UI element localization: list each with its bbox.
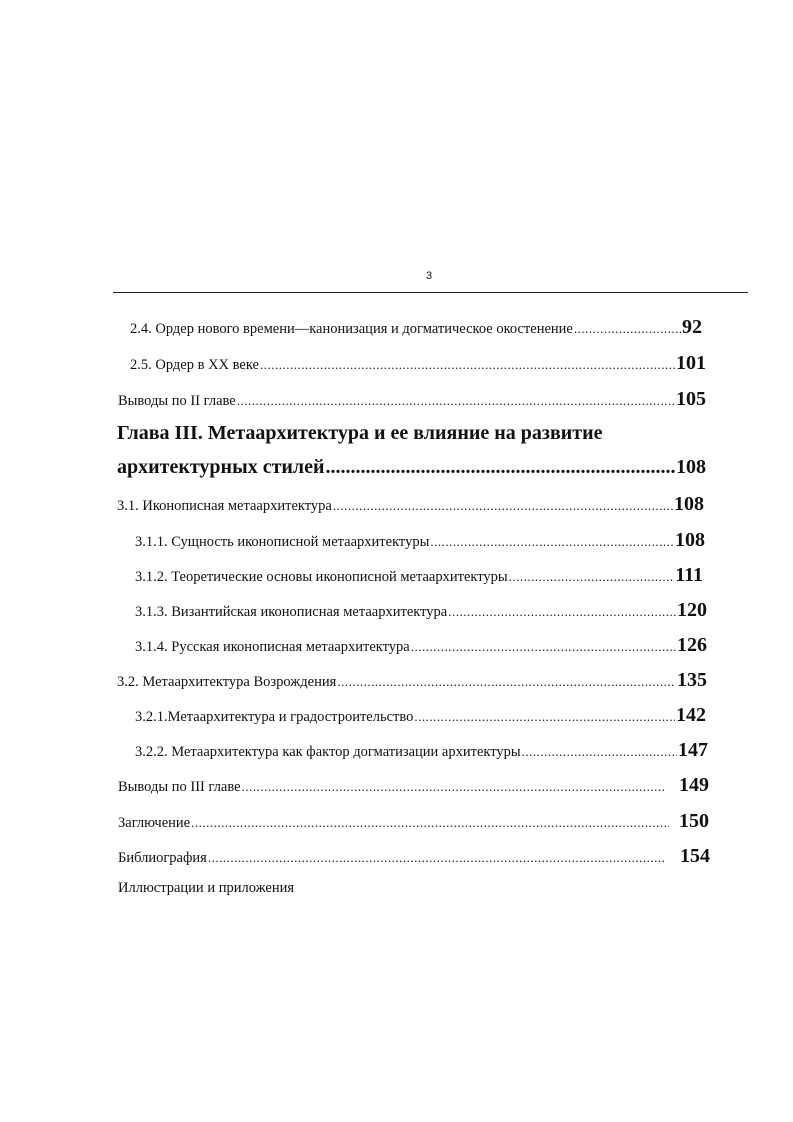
toc-entry-appendix[interactable]: Иллюстрации и приложения	[118, 880, 295, 896]
toc-entry-title: 2.5. Ордер в XX веке	[130, 357, 259, 373]
toc-entry-page: 108	[674, 493, 704, 515]
dot-leader	[237, 393, 675, 409]
header-rule	[113, 292, 748, 293]
dot-leader	[208, 850, 666, 866]
toc-entry-page: 147	[678, 739, 708, 761]
chapter-3-title[interactable]: Глава III. Метаархитектура и ее влияние на развитие	[117, 422, 603, 444]
dot-leader	[522, 744, 677, 760]
toc-entry-title: 3.2.1.Метаархитектура и градостроительство	[135, 709, 414, 725]
toc-entry-3-1-1[interactable]	[135, 529, 705, 552]
toc-entry-page: 92	[682, 316, 702, 338]
dot-leader	[260, 357, 675, 373]
toc-entry-3-2[interactable]	[117, 669, 707, 692]
toc-entry-page: 135	[677, 669, 707, 691]
toc-entry-page: 126	[677, 634, 707, 656]
toc-entry-page: 150	[679, 810, 709, 832]
toc-entry-page: 108	[675, 529, 705, 551]
toc-entry-page: 142	[676, 704, 706, 726]
toc-entry-title: Библиография	[118, 850, 207, 866]
toc-entry-page: 149	[679, 774, 709, 796]
toc-entry-3-2-2[interactable]	[135, 739, 708, 762]
toc-entry-conclusions-ch3[interactable]	[118, 774, 709, 797]
toc-entry-3-1-2[interactable]	[135, 564, 703, 587]
toc-entry-page: 120	[677, 599, 707, 621]
dot-leader	[430, 534, 674, 550]
toc-entry-3-1-3[interactable]	[135, 599, 707, 622]
dot-leader	[242, 779, 665, 795]
toc-entry-page: 101	[676, 352, 706, 374]
page-number: 3	[425, 270, 433, 282]
toc-entry-title: 3.2. Метаархитектура Возрождения	[117, 674, 337, 690]
toc-entry-2-5[interactable]	[130, 352, 706, 375]
toc-entry-title: архитектурных стилей	[117, 456, 325, 478]
toc-entry-3-1[interactable]	[117, 493, 704, 516]
toc-entry-page: 111	[675, 564, 703, 586]
toc-entry-title: Выводы по III главе	[118, 779, 241, 795]
toc-entry-title: 3.1.2. Теоретические основы иконописной метаархитектуры	[135, 569, 508, 585]
dot-leader	[414, 709, 675, 725]
toc-entry-page: 154	[680, 845, 710, 867]
dot-leader	[191, 815, 669, 831]
toc-entry-title: 3.1. Иконописная метаархитектура	[117, 498, 332, 514]
dot-leader	[411, 639, 676, 655]
toc-entry-title: 3.1.1. Сущность иконописной метаархитектуры	[135, 534, 430, 550]
toc-entry-3-1-4[interactable]	[135, 634, 707, 657]
dot-leader	[448, 604, 676, 620]
toc-entry-title: 3.2.2. Метаархитектура как фактор догматизации архитектуры	[135, 744, 521, 760]
dot-leader	[509, 569, 675, 585]
toc-entry-title: 3.1.3. Византийская иконописная метаархитектура	[135, 604, 448, 620]
toc-entry-title: 3.1.4. Русская иконописная метаархитектура	[135, 639, 410, 655]
toc-entry-conclusions-ch2[interactable]	[118, 388, 706, 411]
dot-leader	[326, 456, 675, 479]
toc-entry-conclusion[interactable]	[118, 810, 709, 833]
toc-entry-title: Выводы по II главе	[118, 393, 236, 409]
chapter-3-title-cont[interactable]	[117, 456, 706, 479]
toc-entry-3-2-1[interactable]	[135, 704, 706, 727]
toc-entry-bibliography[interactable]	[118, 845, 710, 868]
toc-entry-title: 2.4. Ордер нового времени—канонизация и догматическое окостенение	[130, 321, 573, 337]
dot-leader	[574, 321, 681, 337]
toc-entry-page: 108	[676, 456, 706, 478]
toc-entry-2-4[interactable]	[130, 316, 702, 339]
toc-entry-page: 105	[676, 388, 706, 410]
dot-leader	[333, 498, 673, 514]
dot-leader	[337, 674, 676, 690]
toc-entry-title: Заглючение	[118, 815, 191, 831]
